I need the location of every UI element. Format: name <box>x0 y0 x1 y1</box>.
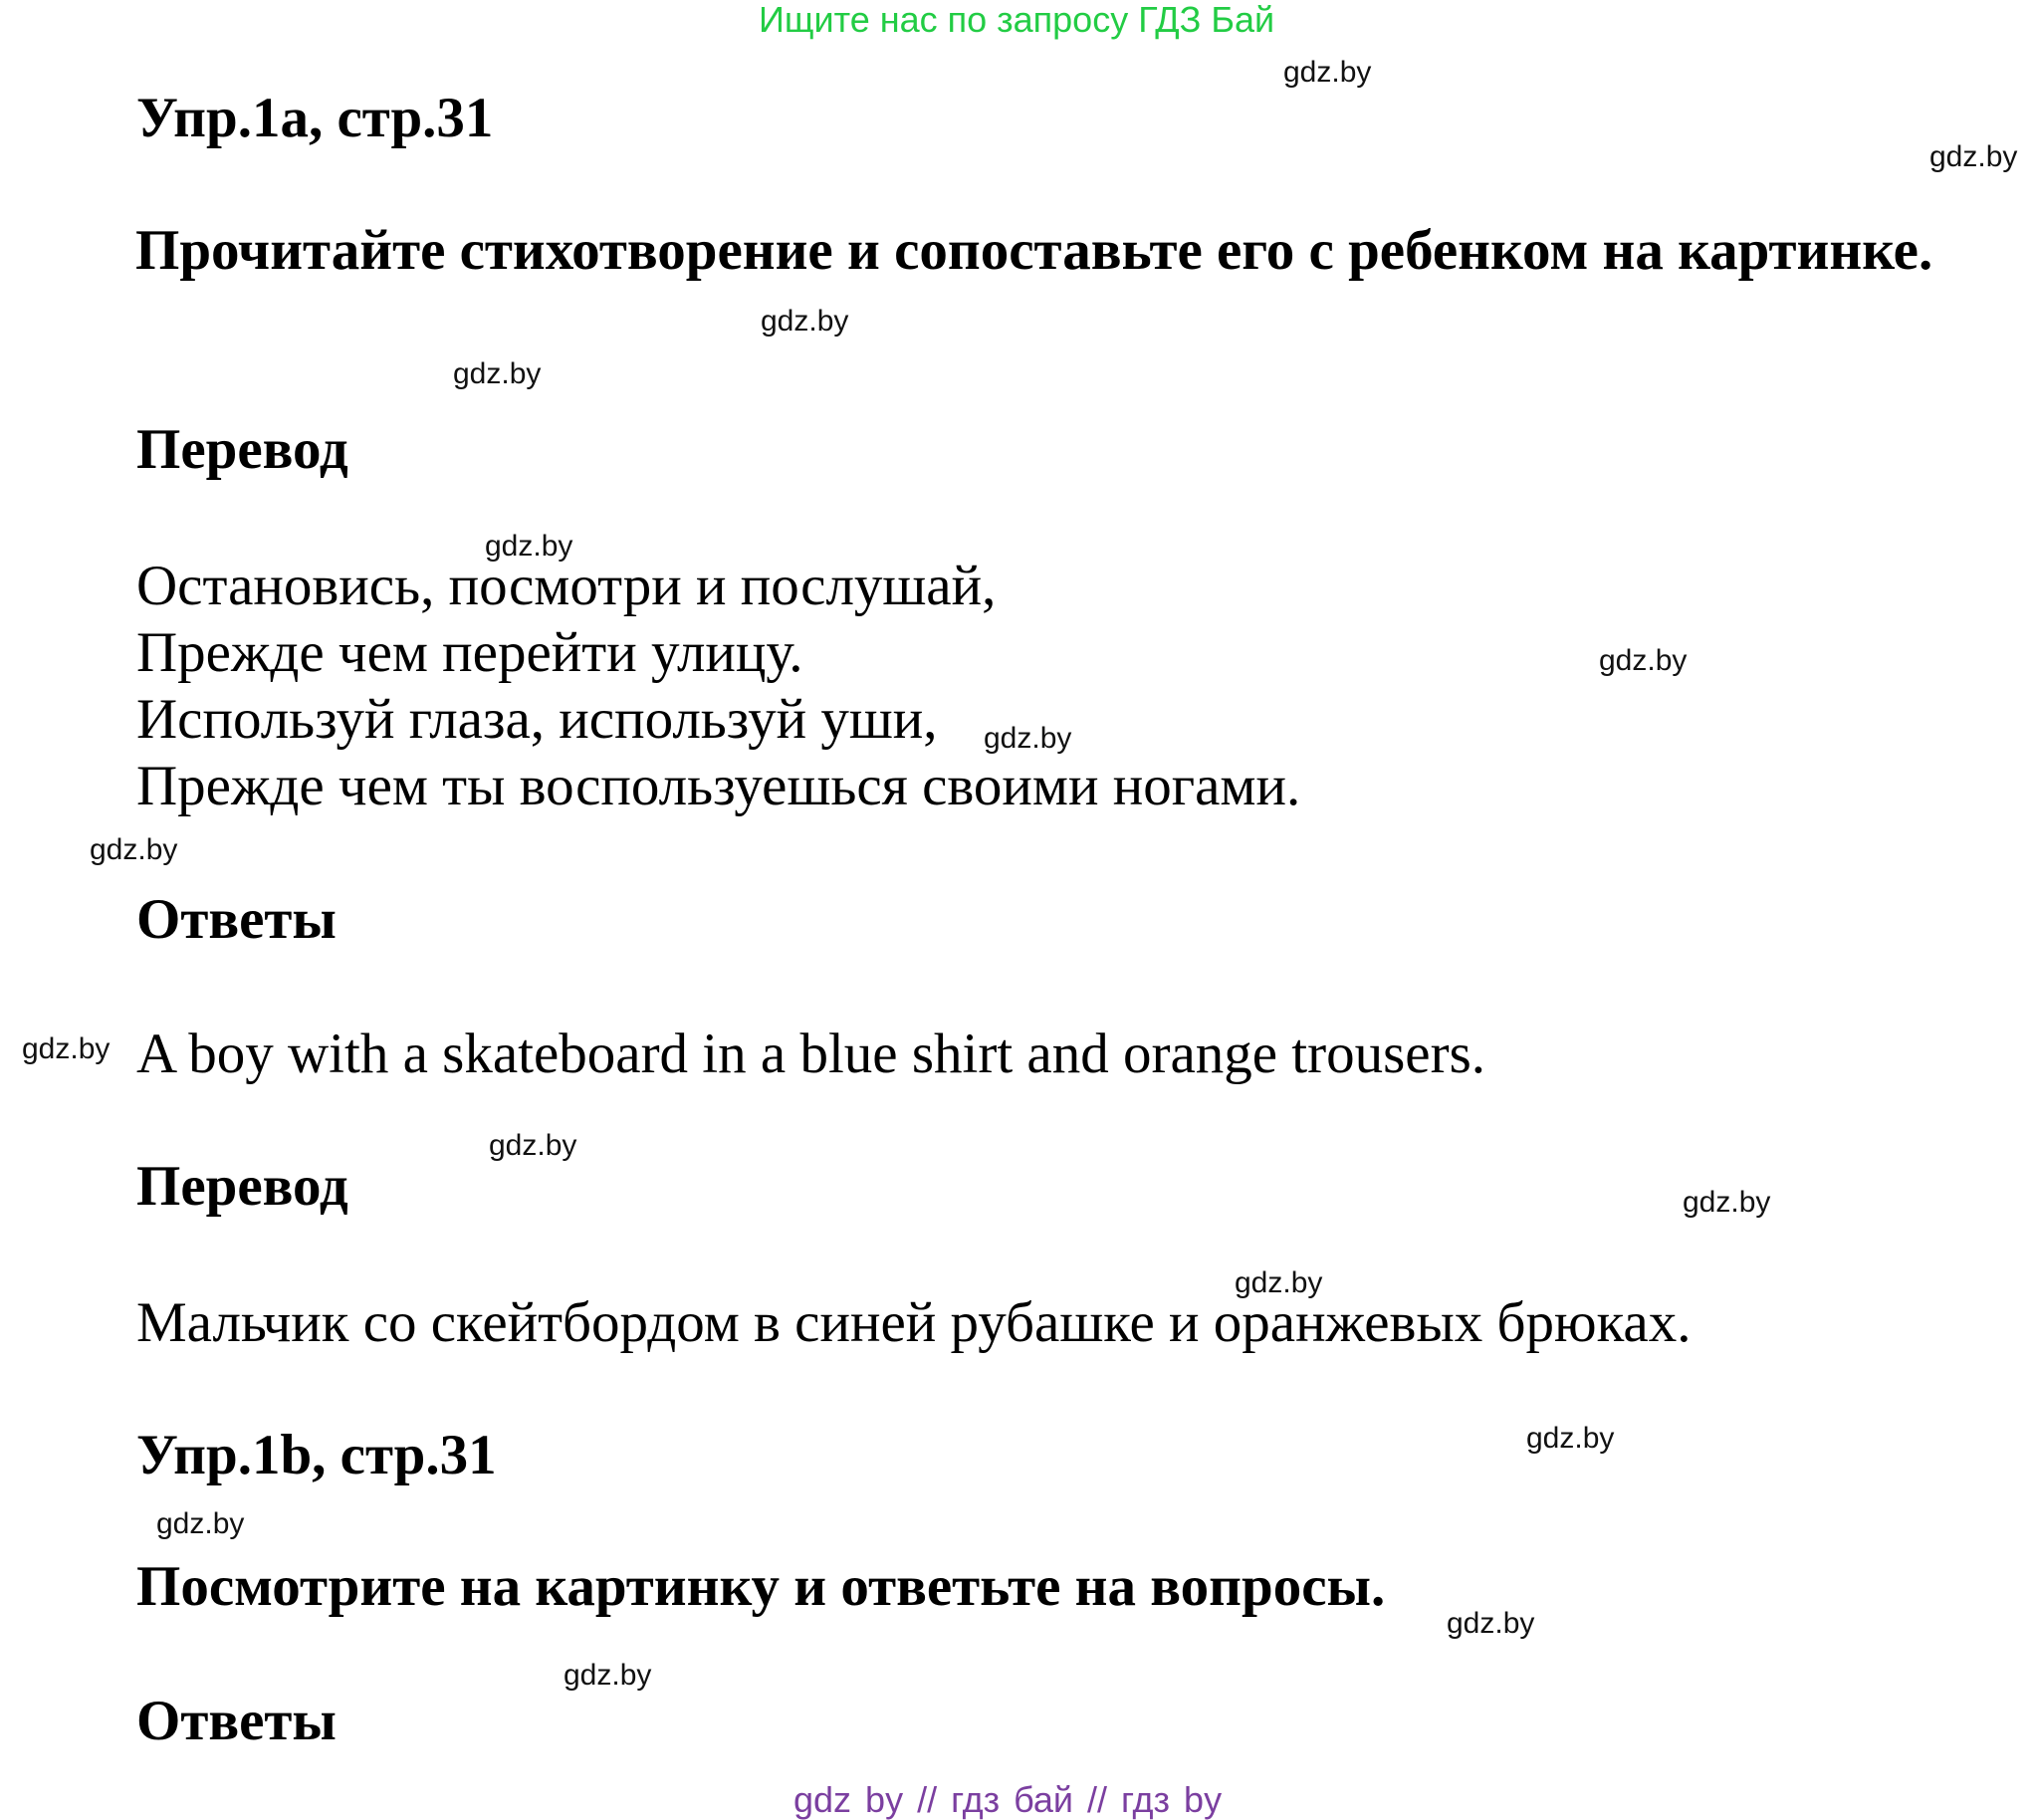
watermark: gdz.by <box>485 530 573 563</box>
watermark: gdz.by <box>984 722 1072 755</box>
site-banner: Ищите нас по запросу ГДЗ Бай <box>759 0 1275 40</box>
watermark: gdz.by <box>489 1129 577 1162</box>
exercise-1a-title: Упр.1a, стр.31 <box>136 87 494 149</box>
watermark: gdz.by <box>1447 1607 1535 1640</box>
translation-heading-1: Перевод <box>136 418 348 481</box>
watermark: gdz.by <box>1235 1266 1323 1299</box>
translation-heading-2: Перевод <box>136 1155 348 1218</box>
watermark: gdz.by <box>22 1032 111 1065</box>
answers-heading-2: Ответы <box>136 1690 337 1752</box>
poem-line-1: Остановись, посмотри и послушай, <box>136 555 997 617</box>
answers-heading-1: Ответы <box>136 888 337 951</box>
footer-links: gdz by // гдз бай // гдз by <box>793 1779 1223 1820</box>
exercise-1a-task: Прочитайте стихотворение и сопоставьте его с ребенком на картинке. <box>135 219 1933 282</box>
poem-line-2: Прежде чем перейти улицу. <box>136 621 803 684</box>
poem-line-3: Используй глаза, используй уши, <box>136 688 938 751</box>
watermark: gdz.by <box>1599 644 1688 677</box>
watermark: gdz.by <box>453 357 542 390</box>
watermark: gdz.by <box>156 1507 245 1540</box>
watermark: gdz.by <box>564 1659 652 1692</box>
poem-line-4: Прежде чем ты воспользуешься своими ногами. <box>136 755 1301 817</box>
watermark: gdz.by <box>1683 1186 1771 1219</box>
watermark: gdz.by <box>1929 140 2018 173</box>
watermark: gdz.by <box>761 305 849 338</box>
answer-translation-text: Мальчик со скейтбордом в синей рубашке и оранжевых брюках. <box>136 1291 1692 1354</box>
watermark: gdz.by <box>1526 1422 1615 1455</box>
exercise-1b-task: Посмотрите на картинку и ответьте на вопросы. <box>136 1555 1386 1618</box>
exercise-1b-title: Упр.1b, стр.31 <box>136 1424 497 1486</box>
answer-text: A boy with a skateboard in a blue shirt and orange trousers. <box>136 1023 1486 1085</box>
watermark: gdz.by <box>90 833 178 866</box>
watermark: gdz.by <box>1283 56 1372 89</box>
